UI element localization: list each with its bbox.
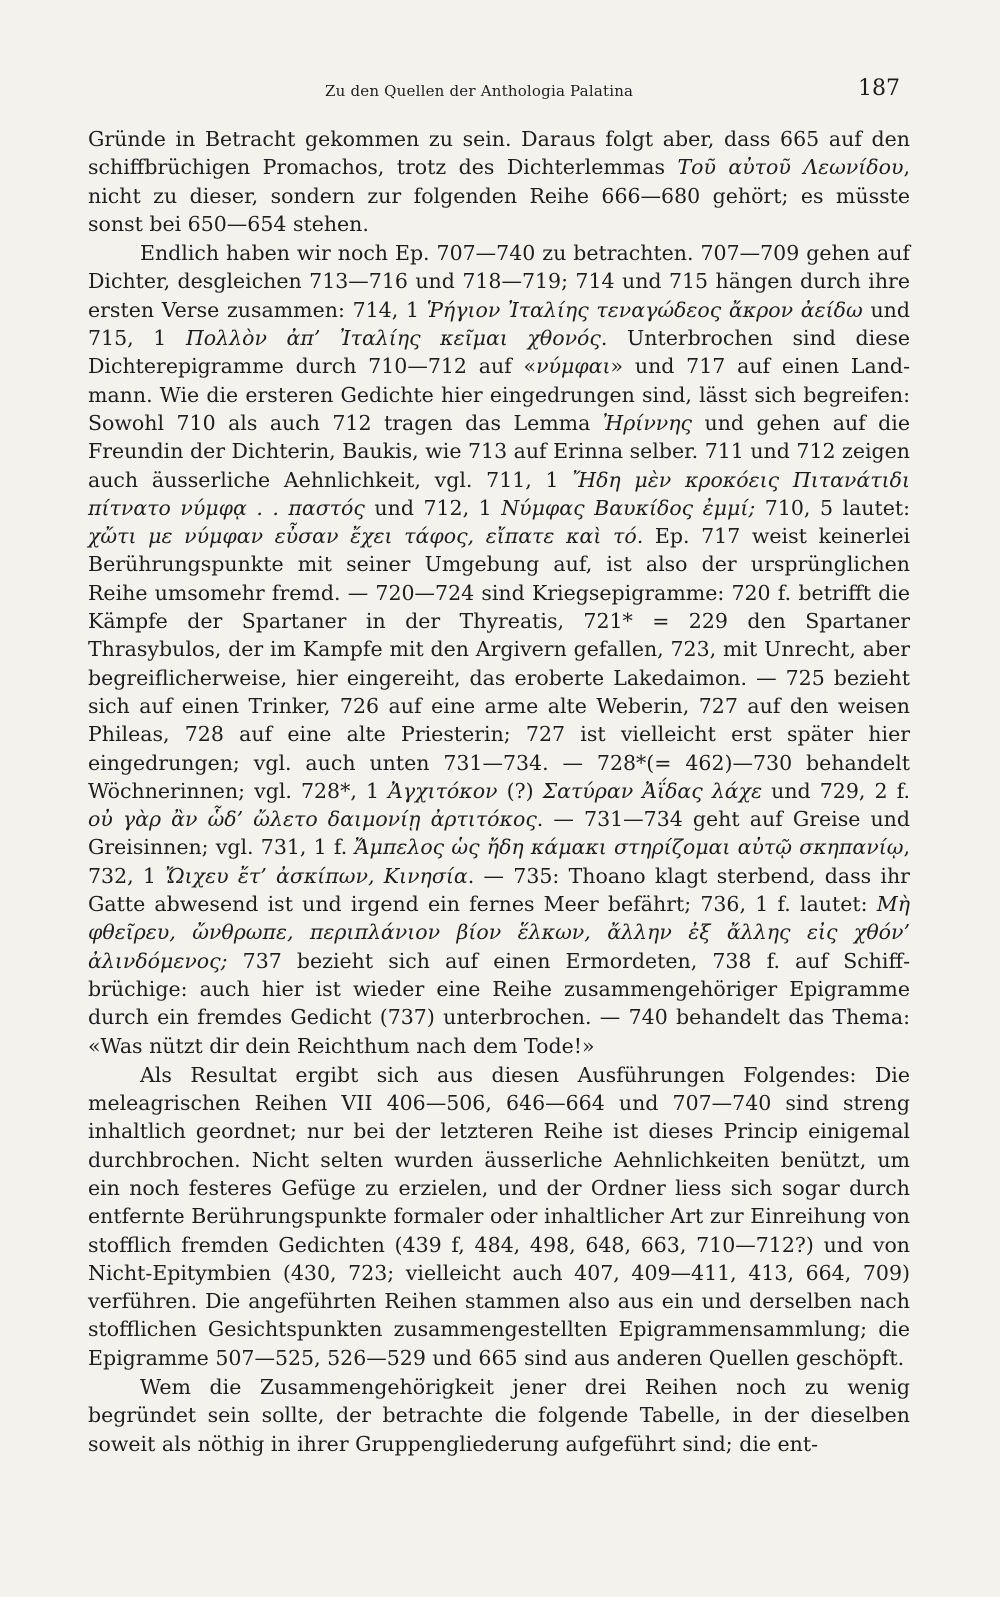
greek-quote: Τοῦ αὐτοῦ Λεωνίδου	[677, 155, 904, 180]
paragraph-3: Als Resultat ergibt sich aus diesen Ausführungen Folgendes: Die meleagrischen Reihen VII 406—506, 646—664 und 707—740 sind streng inhaltlich geordnet; nur bei der letzteren Reihe ist dieses Princip einigemal durchbrochen. Nicht selten wurden äusserliche Aehnlichkeiten benützt, um ein noch festeres Gefüge zu erzielen, und der Ordner liess sich sogar durch entfernte Berührungspunkte formaler oder inhaltlicher Art zur Einreihung von stofflich fremden Gedichten (439 f, 484, 498, 648, 663, 710—712?) und von Nicht-Epitymbien (430, 723; vielleicht auch 407, 409—411, 413, 664, 709) verführen. Die angeführten Reihen stammen also aus ein und derselben nach stofflichen Gesichtspunkten zusammengestellten Epigrammensammlung; die Epigramme 507—525, 526—529 und 665 sind aus anderen Quellen geschöpft.	[88, 1062, 910, 1370]
greek-quote: Ἠρίννης	[602, 410, 693, 435]
running-title: Zu den Quellen der Anthologia Palatina	[325, 82, 634, 100]
greek-quote: νύμφαι	[536, 354, 611, 379]
greek-quote: χὤτι με νύμφαν εὖσαν ἔχει τάφος, εἴπατε καὶ τό.	[88, 524, 644, 549]
greek-quote: Νύμφας Βαυκίδος ἐμμί;	[501, 495, 756, 520]
paragraph-1: Gründe in Betracht gekommen zu sein. Daraus folgt aber, dass 665 auf den schiffbrüchigen Promachos, trotz des Dichterlemmas Τοῦ αὐτοῦ Λεωνίδου, nicht zu dieser, sondern zur folgenden Reihe 666—680 gehört; es müsste sonst bei 650—654 stehen.	[88, 127, 910, 236]
page-number: 187	[858, 76, 900, 101]
greek-quote: οὐ γὰρ ἂν ὧδ’ ὤλετο δαιμονίῃ ἀρτιτόκος	[88, 807, 537, 832]
greek-quote: Ἀγχιτόκον	[388, 778, 498, 803]
greek-quote: Μὴ φθεῖρευ, ὤνθρωπε, περιπλάνιον βίον ἕλκων, ἄλλην ἐξ ἄλλης εἰς χθόν’ ἀλινδόμενος;	[88, 892, 910, 973]
page-header	[0, 76, 1000, 106]
greek-quote: Σατύραν Ἀΐδας λάχε	[542, 778, 763, 803]
greek-quote: Ἤδη μὲν κροκόεις Πιτανάτιδι πίτνατο νύμφᾳ . . παστός	[88, 467, 910, 520]
paragraph-2: Endlich haben wir noch Ep. 707—740 zu betrachten. 707—709 gehen auf Dichter, desgleichen 713—716 und 718—719; 714 und 715 hängen durch ihre ersten Verse zusammen: 714, 1 Ῥήγιον Ἰταλίης τεναγώδεος ἄκρον ἀείδω und 715, 1 Πολλὸν ἀπ’ Ἰταλίης κεῖμαι χθονός. Unterbrochen sind diese Dichterepigramme durch 710—712 auf «νύμφαι» und 717 auf einen Landmann. Wie die ersteren Gedichte hier eingedrungen sind, lässt sich begreifen: Sowohl 710 als auch 712 tragen das Lemma Ἠρίννης und gehen auf die Freundin der Dichterin, Baukis, wie 713 auf Erinna selber. 711 und 712 zeigen auch äusserliche Aehnlichkeit, vgl. 711, 1 Ἤδη μὲν κροκόεις Πιτανάτιδι πίτνατο νύμφᾳ . . παστός und 712, 1 Νύμφας Βαυκίδος ἐμμί; 710, 5 lautet: χὤτι με νύμφαν εὖσαν ἔχει τάφος, εἴπατε καὶ τό. Ep. 717 weist keinerlei Berührungspunkte mit seiner Umgebung auf, ist also der ursprünglichen Reihe umsomehr fremd. — 720—724 sind Kriegsepigramme: 720 f. betrifft die Kämpfe der Spartaner in der Thyreatis, 721* = 229 den Spartaner Thrasybulos, der im Kampfe mit den Argivern gefallen, 723, mit Unrecht, aber begreiflicherweise, hier eingereiht, das eroberte Lakedaimon. — 725 bezieht sich auf einen Trinker, 726 auf eine arme alte Weberin, 727 auf den weisen Phileas, 728 auf eine alte Priesterin; 727 ist vielleicht erst später hier eingedrungen; vgl. auch unten 731—734. — 728*(= 462)—730 behandelt Wöchnerinnen; vgl. 728*, 1 Ἀγχιτόκον (?) Σατύραν Ἀΐδας λάχε und 729, 2 f. οὐ γὰρ ἂν ὧδ’ ὤλετο δαιμονίῃ ἀρτιτόκος. — 731—734 geht auf Greise und Greisinnen; vgl. 731, 1 f. Ἄμπελος ὡς ἤδη κάμακι στηρίζομαι αὐτῷ σκηπανίῳ, 732, 1 Ὤιχευ ἔτ’ ἀσκίπων, Κινησία. — 735: Thoano klagt sterbend, dass ihr Gatte abwesend ist und irgend ein fernes Meer befährt; 736, 1 f. lautet: Μὴ φθεῖρευ, ὤνθρωπε, περιπλάνιον βίον ἕλκων, ἄλλην ἐξ ἄλλης εἰς χθόν’ ἀλινδόμενος; 737 bezieht sich auf einen Ermordeten, 738 f. auf Schiffbrüchige: auch hier ist wieder eine Reihe zusammengehöriger Epigramme durch ein fremdes Gedicht (737) unterbrochen. — 740 behandelt das Thema: «Was nützt dir dein Reichthum nach dem Tode!»	[88, 241, 911, 1058]
body-text	[88, 125, 910, 1458]
greek-quote: Ῥήγιον Ἰταλίης τεναγώδεος ἄκρον ἀείδω	[426, 297, 863, 322]
greek-quote: Πολλὸν ἀπ’ Ἰταλίης κεῖμαι χθονός	[185, 326, 601, 351]
paragraph-4: Wem die Zusammengehörigkeit jener drei Reihen noch zu wenig begründet sein sollte, der betrachte die folgende Tabelle, in der dieselben soweit als nöthig in ihrer Gruppengliederung aufgeführt sind; die ent-	[88, 1375, 910, 1456]
greek-quote: Ὤιχευ ἔτ’ ἀσκίπων, Κινησία	[165, 863, 468, 888]
greek-quote: Ἄμπελος ὡς ἤδη κάμακι στηρίζομαι αὐτῷ σκηπανίῳ	[354, 835, 904, 860]
